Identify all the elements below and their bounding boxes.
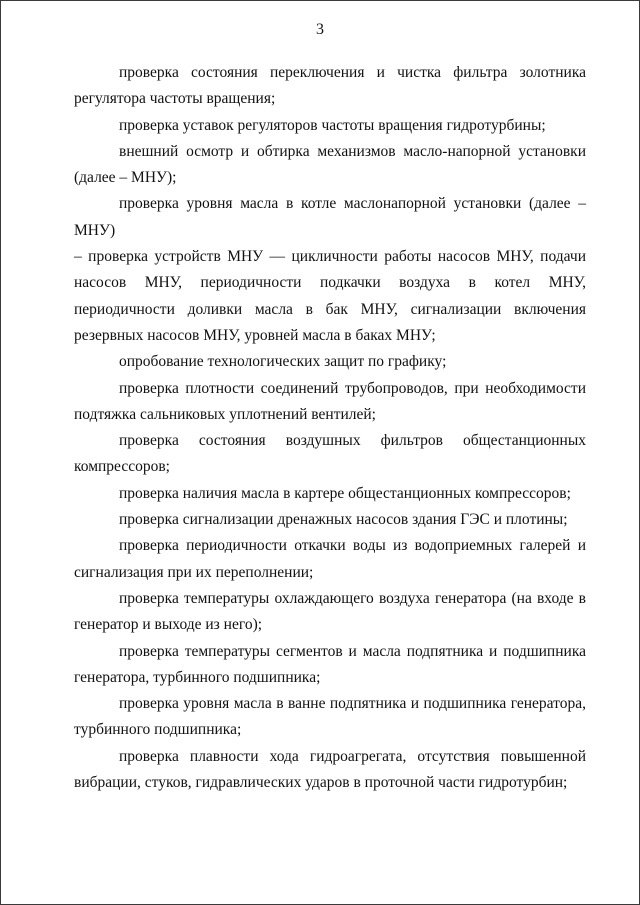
paragraph-7: проверка плотности соединений трубопроводов, при необходимости подтяжка сальниковых уплотнений вентилей;	[74, 379, 586, 423]
paragraph-13: проверка температуры сегментов и масла подпятника и подшипника генератора, турбинного подшипника;	[74, 642, 586, 686]
paragraph-10: проверка сигнализации дренажных насосов здания ГЭС и плотины;	[119, 511, 568, 529]
paragraph-2: проверка уставок регуляторов частоты вращения гидротурбины;	[119, 116, 546, 134]
paragraph-11: проверка периодичности откачки воды из водоприемных галерей и сигнализация при их переполнении;	[74, 537, 586, 581]
paragraph-15: проверка плавности хода гидроагрегата, отсутствия повышенной вибрации, стуков, гидравлических ударов в проточной части гидротурбин;	[74, 747, 586, 792]
paragraph-5: – проверка устройств МНУ — цикличности работы насосов МНУ, подачи насосов МНУ, периодичности подкачки воздуха в котел МНУ, периодичности доливки масла в бак МНУ, сигнализации включения резервных насосов МНУ, уровней масла в баках МНУ;	[74, 248, 586, 344]
document-body	[74, 60, 586, 796]
paragraph-1: проверка состояния переключения и чистка фильтра золотника регулятора частоты вращения;	[74, 64, 586, 108]
paragraph-8: проверка состояния воздушных фильтров общестанционных компрессоров;	[74, 432, 586, 476]
paragraph-12: проверка температуры охлаждающего воздуха генератора (на входе в генератор и выходе из него);	[74, 589, 586, 634]
paragraph-14: проверка уровня масла в ванне подпятника и подшипника генератора, турбинного подшипника;	[74, 695, 586, 739]
paragraph-4: проверка уровня масла в котле маслонапорной установки (далее – МНУ)	[74, 195, 586, 239]
paragraph-3: внешний осмотр и обтирка механизмов масло-напорной установки (далее – МНУ);	[74, 142, 586, 187]
paragraph-6: опробование технологических защит по графику;	[119, 353, 447, 371]
page-number: 3	[316, 21, 324, 38]
paragraph-9: проверка наличия масла в картере общестанционных компрессоров;	[119, 484, 571, 502]
